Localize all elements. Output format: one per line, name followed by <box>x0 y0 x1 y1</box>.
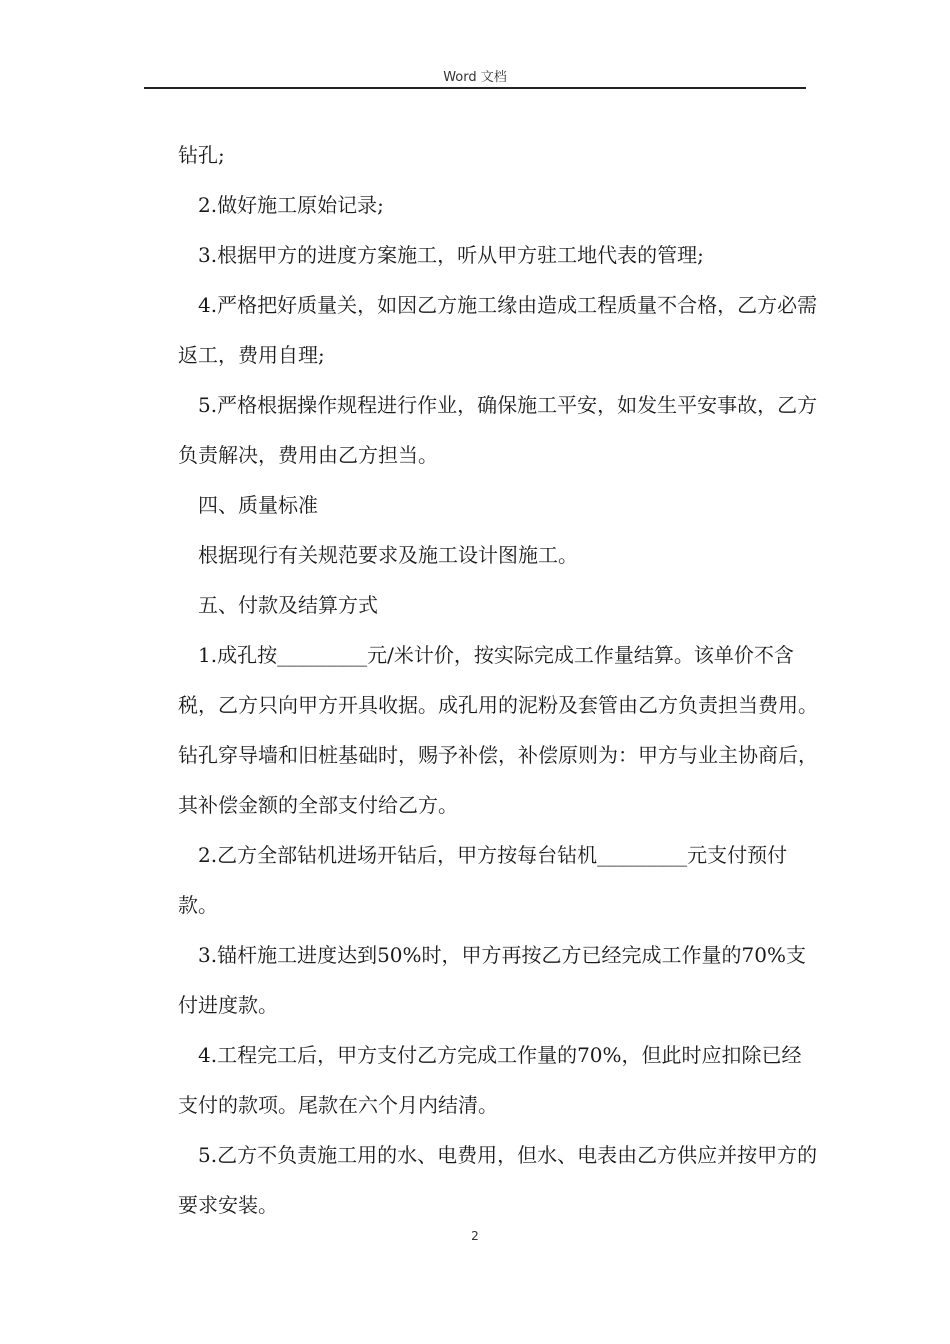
paragraph: 5.乙方不负责施工用的水、电费用，但水、电表由乙方供应并按甲方的要求安装。 <box>178 1143 818 1217</box>
document-body <box>178 130 818 1230</box>
paragraph: 3.根据甲方的进度方案施工，听从甲方驻工地代表的管理; <box>198 243 704 267</box>
paragraph: 根据现行有关规范要求及施工设计图施工。 <box>198 543 578 567</box>
page-header: Word 文档 <box>443 70 507 85</box>
paragraph: 2.乙方全部钻机进场开钻后，甲方按每台钻机_________元支付预付款。 <box>178 843 788 917</box>
section-heading: 五、付款及结算方式 <box>198 593 378 617</box>
paragraph: 4.工程完工后，甲方支付乙方完成工作量的70%，但此时应扣除已经支付的款项。尾款在六个月内结清。 <box>178 1043 802 1117</box>
paragraph: 2.做好施工原始记录; <box>198 193 384 217</box>
page-number: 2 <box>471 1229 479 1243</box>
paragraph: 钻孔; <box>178 143 225 167</box>
section-heading: 四、质量标准 <box>198 493 318 517</box>
paragraph: 4.严格把好质量关，如因乙方施工缘由造成工程质量不合格，乙方必需返工，费用自理; <box>178 293 818 367</box>
paragraph: 5.严格根据操作规程进行作业，确保施工平安，如发生平安事故，乙方负责解决，费用由乙方担当。 <box>178 393 818 467</box>
header-divider <box>144 87 806 89</box>
paragraph: 1.成孔按_________元/米计价，按实际完成工作量结算。该单价不含税，乙方只向甲方开具收据。成孔用的泥粉及套管由乙方负责担当费用。钻孔穿导墙和旧桩基础时，赐予补偿，补偿原则为：甲方与业主协商后，其补偿金额的全部支付给乙方。 <box>178 643 818 817</box>
paragraph: 3.锚杆施工进度达到50%时，甲方再按乙方已经完成工作量的70%支付进度款。 <box>178 943 806 1017</box>
